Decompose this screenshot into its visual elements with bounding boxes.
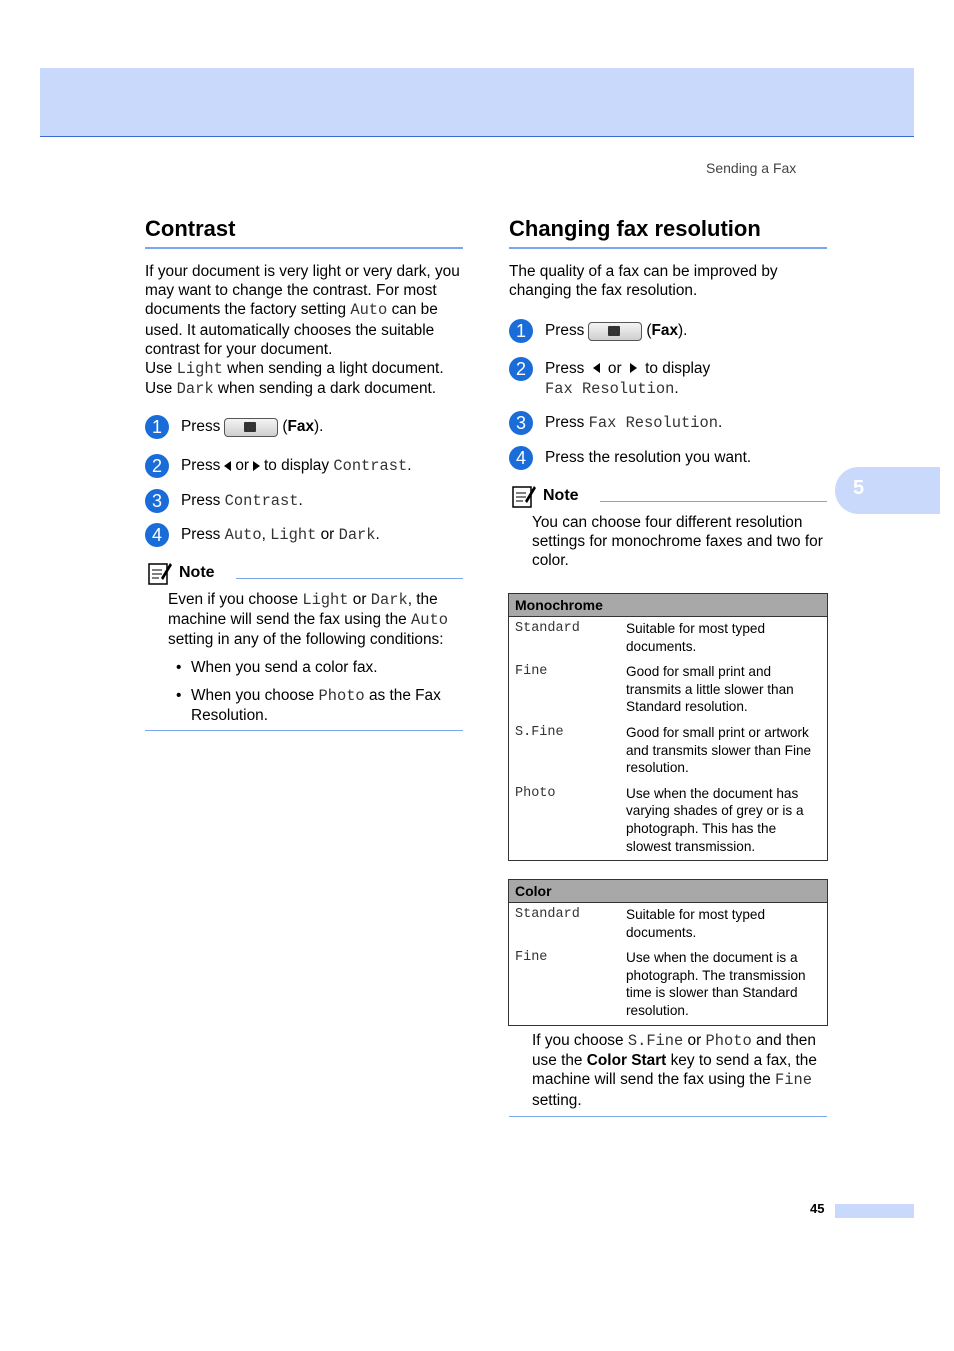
table-row [509, 946, 828, 1025]
resolution-name: Standard [515, 621, 580, 636]
text: and then use the [532, 1032, 816, 1070]
text: can be used. It automatically chooses the suitable contrast for your document. [145, 301, 438, 358]
step-number: 4 [145, 523, 169, 547]
resolution-name: Fine [515, 950, 548, 966]
step-number: 2 [509, 357, 533, 381]
resolution-desc: Use when the document has varying shades of grey or is a photograph. This has the slowest transmission. [626, 785, 804, 854]
running-head: Sending a Fax [706, 160, 797, 176]
resolution-section [509, 216, 827, 249]
text: If you choose [532, 1032, 624, 1049]
text: or [687, 1032, 702, 1049]
menu-value: Contrast [333, 457, 408, 475]
fax-key-icon [588, 322, 642, 341]
text: Use [145, 380, 173, 398]
contrast-section [145, 216, 463, 249]
option-sfine: S.Fine [627, 1032, 684, 1050]
note-pencil-icon [511, 483, 537, 509]
text: when sending a light document. [227, 360, 444, 378]
contrast-step-2 [145, 454, 412, 478]
text: or [320, 526, 335, 543]
header-banner [40, 68, 914, 137]
text: or [352, 591, 367, 608]
contrast-intro [145, 262, 463, 399]
step-number: 4 [509, 446, 533, 470]
menu-value: Fax Resolution [588, 414, 718, 432]
text: setting in any of the following conditions: [168, 631, 444, 649]
option-fine: Fine [774, 1071, 812, 1090]
chapter-tab [835, 467, 940, 514]
text: . [298, 492, 303, 509]
text: key to send a fax, the machine will send the fax using the [532, 1052, 817, 1089]
text: When you send a color fax. [191, 658, 378, 676]
table-row [509, 617, 828, 661]
menu-value: Fax Resolution [545, 380, 675, 398]
text: . [674, 380, 679, 397]
text: Even if you choose [168, 591, 299, 608]
text: , [261, 526, 266, 543]
step-number: 3 [145, 489, 169, 513]
fax-label: Fax [287, 418, 315, 435]
resolution-step-3 [509, 411, 722, 435]
resolution-name: S.Fine [515, 724, 564, 740]
step-number: 1 [509, 319, 533, 343]
text: Press [181, 526, 221, 543]
note-text [168, 590, 463, 650]
fax-label: Fax [651, 322, 679, 339]
text: setting. [532, 1091, 582, 1109]
resolution-desc: Use when the document is a photograph. The transmission time is slower than Standard resolution. [626, 950, 806, 1018]
text: or [607, 360, 622, 377]
resolution-note-text: You can choose four different resolution settings for monochrome faxes and two for color. [532, 514, 823, 570]
left-arrow-icon [593, 363, 600, 373]
contrast-note-body [168, 590, 463, 734]
table-row [509, 660, 828, 721]
list-item [168, 658, 463, 677]
text: ). [314, 418, 324, 435]
text: Press [181, 418, 221, 435]
text: Press [545, 322, 585, 339]
option-dark: Dark [338, 526, 376, 544]
chapter-number: 5 [853, 477, 865, 499]
text: to display [264, 457, 330, 474]
text: , the machine will send the fax using the [168, 591, 438, 629]
resolution-desc: Suitable for most typed documents. [626, 907, 766, 940]
contrast-step-4 [145, 523, 380, 547]
option-light: Light [176, 360, 223, 379]
resolution-heading: Changing fax resolution [509, 216, 827, 249]
note-rule [600, 501, 827, 502]
resolution-footer-note [532, 1031, 826, 1110]
table-header: Monochrome [509, 594, 828, 617]
note-bullets [168, 658, 463, 726]
text: If your document is very light or very dark, you may want to change the contrast. For most documents the factory setting [145, 263, 460, 319]
step-number: 2 [145, 454, 169, 478]
option-dark: Dark [176, 380, 214, 399]
footer-bar [835, 1204, 914, 1218]
resolution-intro: The quality of a fax can be improved by changing the fax resolution. [509, 263, 778, 300]
resolution-name: Standard [515, 907, 580, 922]
option-dark: Dark [370, 591, 408, 609]
step-number: 3 [509, 411, 533, 435]
menu-value: Contrast [224, 492, 299, 510]
note-title: Note [543, 487, 579, 504]
text: Press [545, 414, 585, 431]
left-arrow-icon [224, 461, 231, 471]
list-item [168, 686, 463, 725]
step-number: 1 [145, 415, 169, 439]
option-light: Light [302, 591, 349, 609]
resolution-step-2 [509, 357, 710, 399]
text: to display [645, 360, 711, 377]
resolution-desc: Good for small print and transmits a little slower than Standard resolution. [626, 664, 794, 715]
resolution-note-header [511, 483, 579, 509]
option-photo: Photo [705, 1032, 752, 1050]
note-pencil-icon [147, 560, 173, 586]
text: Press [181, 457, 221, 474]
resolution-desc: Good for small print or artwork and transmits slower than Fine resolution. [626, 724, 812, 776]
note-rule [236, 578, 463, 579]
contrast-heading: Contrast [145, 216, 463, 249]
monochrome-table [508, 593, 828, 861]
note-title: Note [179, 564, 215, 581]
text: ). [678, 322, 688, 339]
option-auto: Auto [410, 611, 448, 630]
text: as the Fax Resolution. [191, 686, 441, 725]
option-photo: Photo [318, 686, 365, 705]
contrast-step-3 [145, 489, 303, 513]
right-arrow-icon [630, 363, 637, 373]
text: Press the resolution you want. [545, 449, 752, 466]
text: or [235, 457, 250, 474]
fax-key-icon [224, 418, 278, 437]
option-auto: Auto [224, 526, 262, 544]
resolution-name: Fine [515, 664, 548, 680]
text: . [407, 457, 412, 474]
option-auto: Auto [350, 301, 388, 320]
table-row [509, 782, 828, 861]
right-arrow-icon [253, 461, 260, 471]
contrast-step-1: 1 Press (Fax ). [145, 415, 323, 439]
table-row [509, 903, 828, 947]
resolution-step-4 [509, 446, 751, 470]
option-light: Light [270, 526, 317, 544]
resolution-desc: Suitable for most typed documents. [626, 621, 766, 654]
text: Press [545, 360, 585, 377]
contrast-note-header [147, 560, 215, 586]
resolution-name: Photo [515, 785, 556, 801]
text: Press [181, 492, 221, 509]
color-table [508, 879, 828, 1026]
note-end-rule [509, 1116, 827, 1117]
table-header: Color [509, 880, 828, 903]
color-start-key: Color Start [586, 1052, 667, 1070]
text: When you choose [191, 686, 315, 704]
resolution-step-1: 1 Press (Fax ). [509, 319, 687, 343]
note-end-rule [145, 730, 463, 731]
text: . [375, 526, 380, 543]
text: when sending a dark document. [217, 380, 437, 398]
text: Use [145, 360, 173, 378]
page-number: 45 [810, 1201, 825, 1216]
text: . [717, 414, 723, 431]
table-row [509, 721, 828, 782]
